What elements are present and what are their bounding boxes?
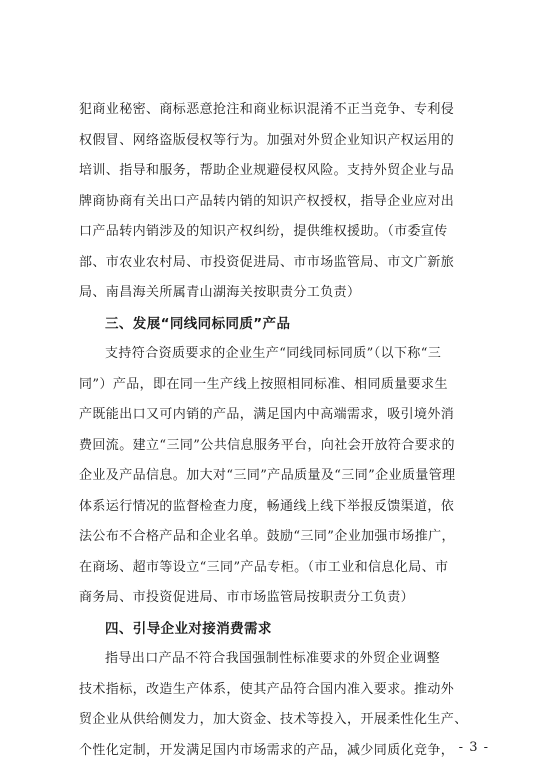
text-line: 个性化定制，开发满足国内市场需求的产品，减少同质化竞争，: [79, 742, 455, 758]
text-line: 局、南昌海关所属青山湖海关按职责分工负责）: [79, 285, 361, 300]
text-line: 贸企业从供给侧发力，加大资金、技术等投入，开展柔性化生产、: [79, 712, 468, 727]
text-line: 犯商业秘密、商标恶意抢注和商业标识混淆不正当竞争、专利侵: [79, 102, 455, 117]
text-line: 同”）产品，即在同一生产线上按照相同标准、相同质量要求生: [79, 376, 448, 392]
text-line: 部、市农业农村局、市投资促进局、市市场监管局、市文广新旅: [79, 254, 455, 270]
text-line: 支持符合资质要求的企业生产“同线同标同质”（以下称“三: [105, 346, 442, 361]
text-line: 权假冒、网络盗版侵权等行为。加强对外贸企业知识产权运用的: [79, 132, 455, 148]
text-line: 技术指标，改造生产体系，使其产品符合国内准入要求。推动外: [79, 681, 455, 697]
document-body: [79, 95, 473, 766]
text-line: 培训、指导和服务，帮助企业规避侵权风险。支持外贸企业与品: [79, 163, 455, 178]
text-line: 法公布不合格产品和企业名单。鼓励“三同”企业加强市场推广，: [79, 529, 455, 544]
text-line: 牌商协商有关出口产品转内销的知识产权授权，指导企业应对出: [79, 193, 455, 209]
text-line: 商务局、市投资促进局、市市场监管局按职责分工负责）: [79, 590, 415, 605]
section-heading: 四、引导企业对接消费需求: [105, 620, 272, 637]
text-line: 在商场、超市等设立“三同”产品专柜。（市工业和信息化局、市: [79, 559, 449, 575]
text-line: 指导出口产品不符合我国强制性标准要求的外贸企业调整: [105, 651, 441, 666]
section-heading: 三、发展“同线同标同质”产品: [105, 315, 291, 332]
text-line: 口产品转内销涉及的知识产权纠纷，提供维权援助。（市委宣传: [79, 224, 448, 239]
text-line: 费回流。建立“三同”公共信息服务平台，向社会开放符合要求的: [79, 437, 455, 453]
text-line: 体系运行情况的监督检查力度，畅通线上线下举报反馈渠道，依: [79, 498, 455, 514]
page-number: - 3 -: [458, 740, 489, 755]
text-line: 产既能出口又可内销的产品，满足国内中高端需求，吸引境外消: [79, 407, 455, 422]
text-line: 企业及产品信息。加大对“三同”产品质量及“三同”企业质量管理: [79, 468, 456, 483]
